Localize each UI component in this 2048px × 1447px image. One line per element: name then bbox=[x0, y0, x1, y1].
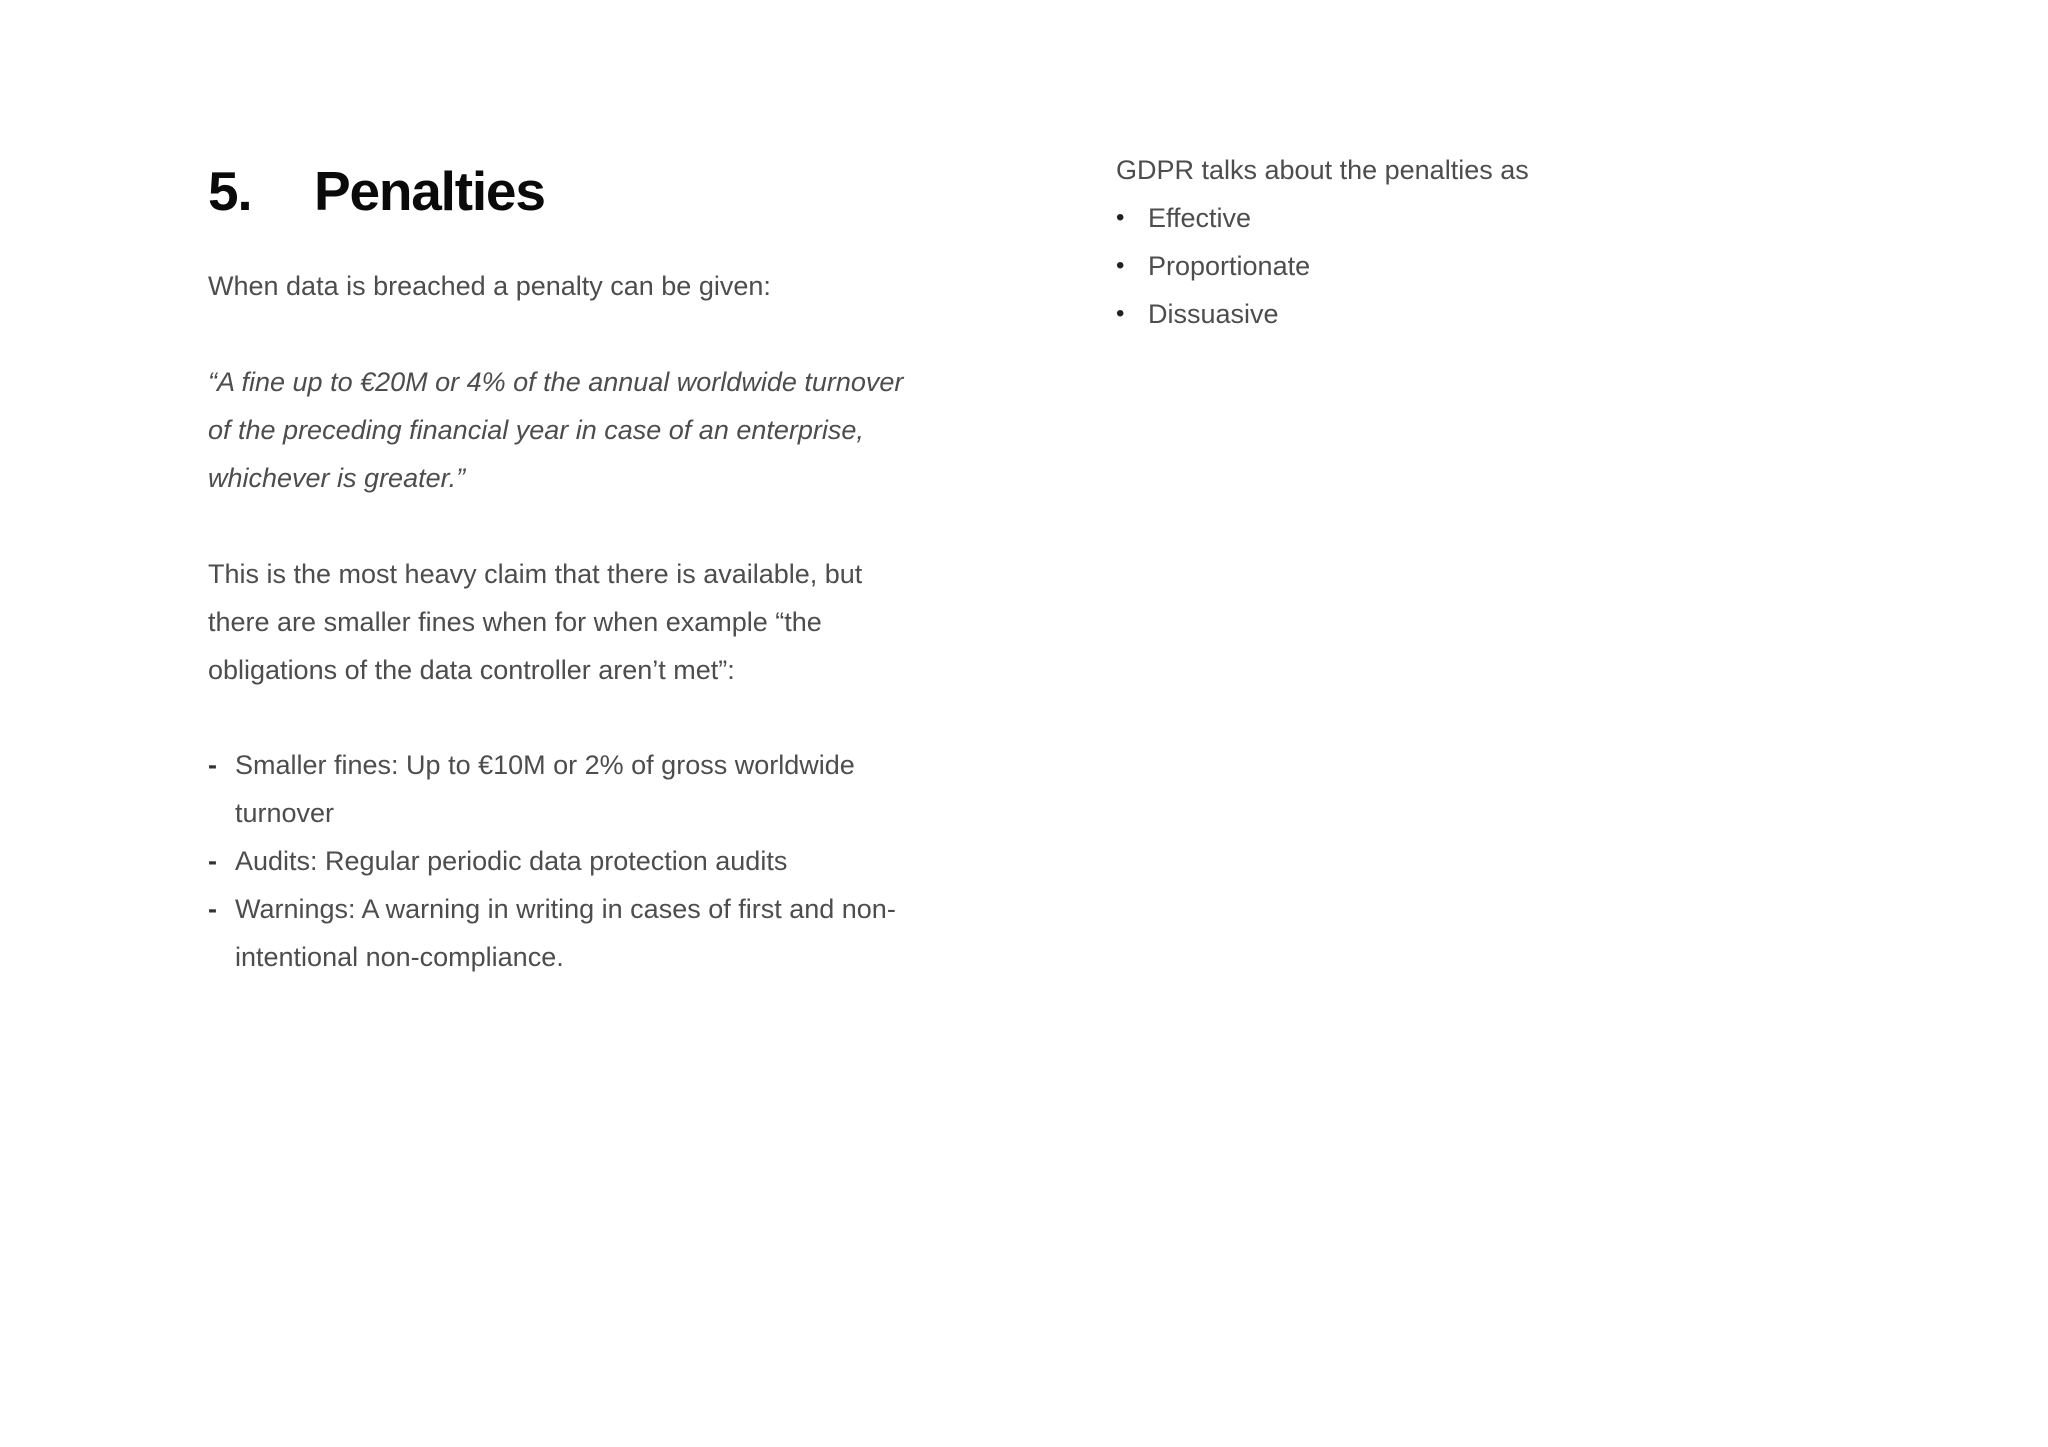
list-item bbox=[208, 837, 948, 885]
fines-list bbox=[208, 741, 948, 981]
paragraph-line: This is the most heavy claim that there is available, but bbox=[208, 559, 863, 589]
paragraph-line: there are smaller fines when for when example “the bbox=[208, 607, 822, 637]
quote-line: whichever is greater.” bbox=[208, 463, 466, 493]
section-heading bbox=[208, 158, 948, 224]
bullet-label: Proportionate bbox=[1148, 251, 1311, 281]
explanation-paragraph bbox=[208, 550, 948, 694]
right-column bbox=[1116, 155, 1876, 338]
bullet-label: Effective bbox=[1148, 203, 1252, 233]
list-item-line: Smaller fines: Up to €10M or 2% of gross worldwide bbox=[235, 750, 855, 780]
paragraph-line: obligations of the data controller aren’t met”: bbox=[208, 655, 735, 685]
bullet-marker: • bbox=[1116, 252, 1125, 279]
penalty-qualities-list bbox=[1116, 194, 1876, 338]
list-item-line: intentional non-compliance. bbox=[235, 942, 564, 972]
quote-line: of the preceding financial year in case of an enterprise, bbox=[208, 415, 864, 445]
bullet-marker: • bbox=[1116, 300, 1125, 327]
dash-marker: - bbox=[208, 894, 217, 924]
intro-text: When data is breached a penalty can be given: bbox=[208, 271, 771, 301]
list-item bbox=[208, 885, 948, 981]
list-item-line: turnover bbox=[235, 798, 335, 828]
list-item bbox=[208, 741, 948, 837]
list-item-line: Warnings: A warning in writing in cases of first and non- bbox=[235, 894, 896, 924]
dash-marker: - bbox=[208, 750, 217, 780]
bullet-item-effective bbox=[1116, 194, 1876, 242]
left-column bbox=[208, 158, 948, 981]
bullet-marker: • bbox=[1116, 204, 1125, 231]
gdpr-intro: GDPR talks about the penalties as bbox=[1116, 155, 1529, 185]
bullet-item-dissuasive bbox=[1116, 290, 1876, 338]
dash-marker: - bbox=[208, 846, 217, 876]
section-title: Penalties bbox=[314, 160, 545, 222]
section-number: 5. bbox=[208, 160, 252, 222]
list-item-line: Audits: Regular periodic data protection audits bbox=[235, 846, 788, 876]
quote-line: “A fine up to €20M or 4% of the annual worldwide turnover bbox=[208, 367, 904, 397]
bullet-item-proportionate bbox=[1116, 242, 1876, 290]
bullet-label: Dissuasive bbox=[1148, 299, 1279, 329]
fine-quote bbox=[208, 358, 948, 502]
